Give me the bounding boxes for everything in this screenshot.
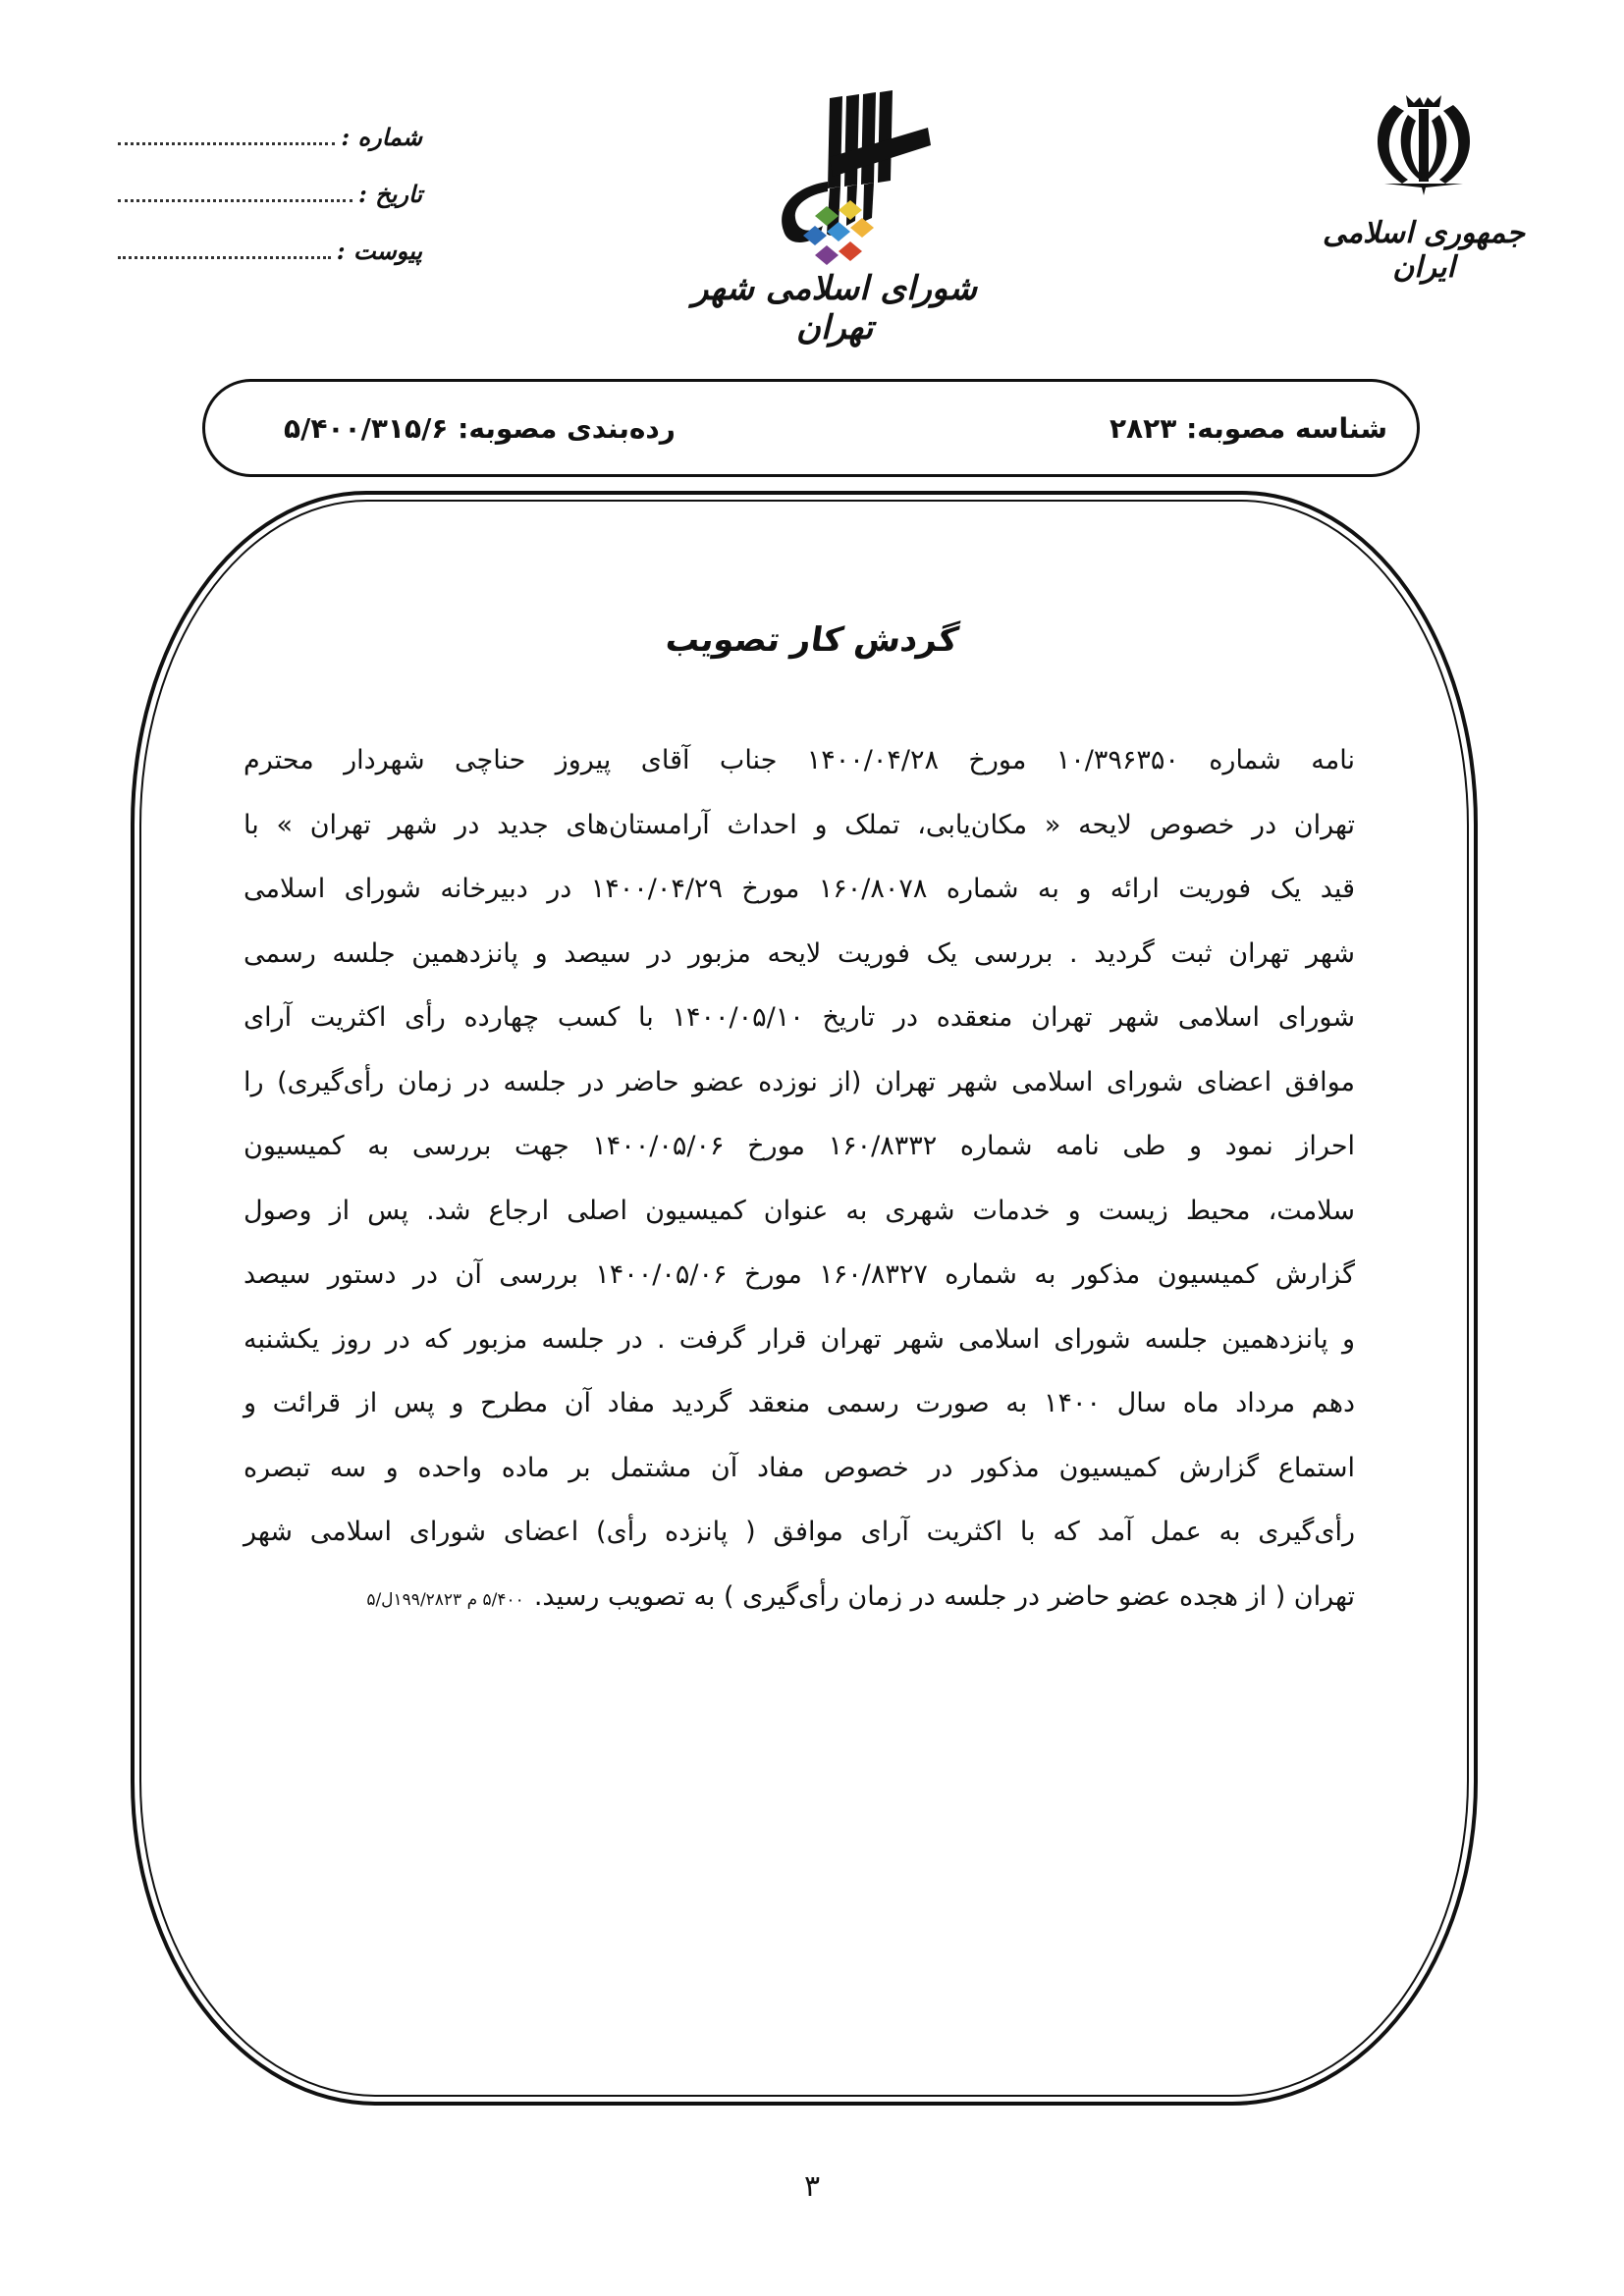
resolution-info-bar (202, 379, 1420, 477)
date-blank (118, 199, 352, 202)
body-line: و پانزدهمین جلسه شورای اسلامی شهر تهران قرار گرفت . در جلسه مزبور که در روز یکشنبه (244, 1323, 1355, 1355)
body-line: رأی‌گیری به عمل آمد که با اکثریت آرای موافق ( پانزده رأی) اعضای شورای اسلامی شهر (244, 1517, 1355, 1547)
body-line: احراز نمود و طی نامه شماره ۱۶۰/۸۳۳۲ مورخ ۱۴۰۰/۰۵/۰۶ جهت بررسی به کمیسیون (244, 1131, 1356, 1161)
reference-code: ۵/۴۰۰ م ۱۹۹/۲۸۲۳ل/۵ (366, 1589, 524, 1610)
national-emblem (1296, 93, 1551, 285)
body-line-last (244, 1565, 1355, 1633)
body-line: گزارش کمیسیون مذکور به شماره ۱۶۰/۸۳۲۷ مورخ ۱۴۰۰/۰۵/۰۶ بررسی آن در دستور سیصد (244, 1259, 1355, 1290)
body-line: شورای اسلامی شهر تهران منعقده در تاریخ ۱۴۰۰/۰۵/۱۰ با کسب چهارده رأی اکثریت آرای (244, 1002, 1355, 1033)
emblem-caption: جمهوری اسلامی ایران (1322, 216, 1526, 285)
body-line: تهران در خصوص لایحه « مکان‌یابی، تملک و احداث آرامستان‌های جدید در شهر تهران » با (244, 809, 1355, 840)
letter-meta-fields (118, 123, 422, 294)
document-body (244, 728, 1355, 1632)
emblem-icon (1365, 93, 1483, 196)
attachment-label: پیوست : (336, 237, 422, 265)
body-line: موافق اعضای شورای اسلامی شهر تهران (از نوزده عضو حاضر در جلسه در زمان رأی‌گیری) را (244, 1066, 1355, 1097)
date-field (118, 180, 422, 237)
attachment-field (118, 237, 422, 294)
page-number: ۳ (803, 2169, 821, 2204)
number-blank (118, 142, 335, 145)
number-field (118, 123, 422, 180)
council-logo-icon (736, 88, 933, 275)
document-title: گردش کار تصویب (663, 620, 961, 660)
body-line: نامه شماره ۱۰/۳۹۶۳۵۰ مورخ ۱۴۰۰/۰۴/۲۸ جناب آقای پیروز حناچی شهردار محترم (244, 745, 1355, 775)
body-line: شهر تهران ثبت گردید . بررسی یک فوریت لایحه مزبور در سیصد و پانزدهمین جلسه رسمی (244, 937, 1355, 969)
date-label: تاریخ : (358, 180, 422, 208)
council-logo (692, 88, 977, 347)
body-line: قید یک فوریت ارائه و به شماره ۱۶۰/۸۰۷۸ مورخ ۱۴۰۰/۰۴/۲۹ در دبیرخانه شورای اسلامی (244, 874, 1355, 904)
resolution-classification: رده‌بندی مصوبه: ۵/۴۰۰/۳۱۵/۶ (284, 411, 676, 445)
number-label: شماره : (341, 123, 422, 151)
council-name: شورای اسلامی شهر تهران (692, 269, 977, 347)
resolution-id: شناسه مصوبه: ۲۸۲۳ (1109, 411, 1387, 445)
body-line-last-text: تهران ( از هجده عضو حاضر در جلسه در زمان رأی‌گیری ) به تصویب رسید. (533, 1580, 1355, 1612)
attachment-blank (118, 256, 331, 259)
body-line: دهم مرداد ماه سال ۱۴۰۰ به صورت رسمی منعقد گردید مفاد آن مطرح و پس از قرائت و (244, 1388, 1355, 1418)
body-line: سلامت، محیط زیست و خدمات شهری به عنوان کمیسیون اصلی ارجاع شد. پس از وصول (244, 1195, 1355, 1226)
body-line: استماع گزارش کمیسیون مذکور در خصوص مفاد آن مشتمل بر ماده واحده و سه تبصره (244, 1452, 1355, 1483)
